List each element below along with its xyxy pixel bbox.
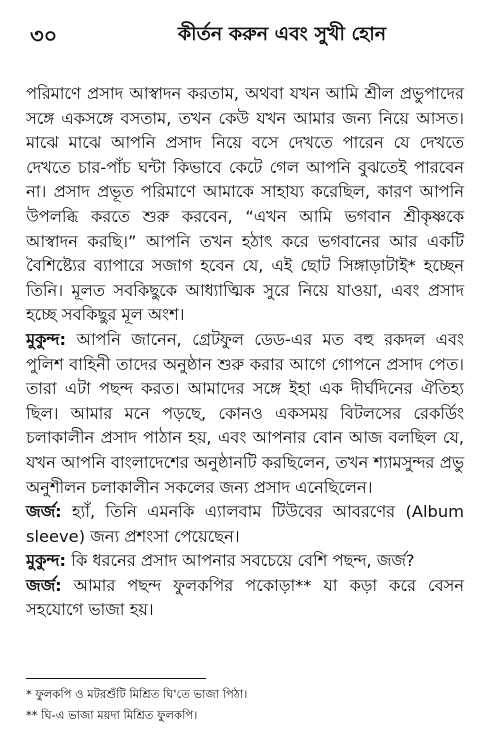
dialogue-text: আমার পছন্দ ফুলকপির পকোড়া** যা কড়া করে বেসন সহযোগে ভাজা হয়। [26,575,464,620]
paragraph-mukunda-1 [26,328,464,500]
body-text [26,82,464,623]
footnote-1: * ফুলকপি ও মটরশুঁটি মিশ্রিত ঘি'তে ভাজা পিঠা। [26,687,248,701]
paragraph-george-1 [26,500,464,549]
speaker-label: জর্জ: [26,575,62,595]
footnote-divider [26,678,206,679]
speaker-label: মুকুন্দ: [26,551,67,571]
running-header [22,18,462,48]
dialogue-text: হ্যাঁ, তিনি এমনকি এ্যালবাম টিউবের আবরণের (Album sleeve) জন্য প্রশংসা পেয়েছেন। [26,502,464,546]
footnote-2: ** ঘি-এ ভাজা ময়দা মিশ্রিত ফুলকপি। [26,708,198,722]
page-number: ৩০ [30,24,58,48]
dialogue-text: কি ধরনের প্রসাদ আপনার সবচেয়ে বেশি পছন্দ, জর্জ? [66,551,415,571]
paragraph-1: পরিমাণে প্রসাদ আস্বাদন করতাম, অথবা যখন আমি শ্রীল প্রভুপাদের সঙ্গে একসঙ্গে বসতাম, তখন কেউ যখন আমার জন্য নিয়ে আসত। মাঝে মাঝে আপনি প্রসাদ নিয়ে বসে দেখতে পারেন যে দেখতে দেখতে চার-পাঁচ ঘন্টা কিভাবে কেটে গেল আপনি বুঝতেই পারবেন না। প্রসাদ প্রভূত পরিমাণে আমাকে সাহায্য করেছিল, কারণ আপনি উপলব্ধি করতে শুরু করবেন, “এখন আমি ভগবান শ্রীকৃষ্ণকে আস্বাদন করছি।” আপনি তখন হঠাৎ করে ভগবানের আর একটি বৈশিষ্ট্যের ব্যাপারে সজাগ হবেন যে, এই ছোট সিঙ্গাড়াটাই* হচ্ছেন তিনি। মূলত সবকিছুকে আধ্যাত্মিক সুরে নিয়ে যাওয়া, এবং প্রসাদ হচ্ছে সবকিছুর মূল অংশ। [26,84,464,325]
footnotes [26,684,464,726]
running-title: কীর্তন করুন এবং সুখী হোন [177,23,387,45]
dialogue-text: আপনি জানেন, গ্রেটফুল ডেড-এর মত বহু রকদল এবং পুলিশ বাহিনী তাদের অনুষ্ঠান শুরু করার আগে গোপনে প্রসাদ পেত। তারা এটা পছন্দ করত। আমাদের সঙ্গে ইহা এক দীর্ঘদিনের ঐতিহ্য ছিল। আমার মনে পড়ছে, কোনও একসময় বিটলসের রেকর্ডিং চলাকালীন প্রসাদ পাঠান হয়, এবং আপনার বোন আজ বলছিল যে, যখন আপনি বাংলাদেশের অনুষ্ঠানটি করছিলেন, তখন শ্যামসুন্দর প্রভু অনুশীলন চলাকালীন সকলের জন্য প্রসাদ এনেছিলেন। [26,329,464,497]
speaker-label: মুকুন্দ: [26,329,67,349]
paragraph-mukunda-2 [26,549,464,574]
speaker-label: জর্জ: [26,502,62,522]
paragraph-george-2 [26,574,464,623]
